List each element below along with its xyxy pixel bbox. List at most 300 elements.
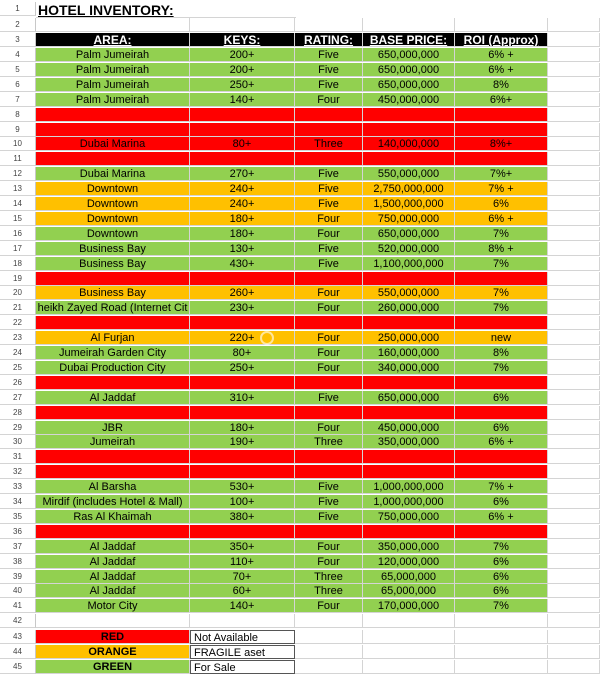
keys-cell[interactable]: 60+ [190, 584, 295, 598]
rating-cell[interactable]: Three [295, 570, 363, 584]
row-number[interactable]: 19 [0, 272, 36, 286]
rating-cell[interactable]: Five [295, 182, 363, 196]
row-number[interactable]: 39 [0, 570, 36, 584]
rating-cell[interactable]: Four [295, 301, 363, 315]
area-cell[interactable]: Al Jaddaf [36, 570, 190, 584]
header-base-price[interactable]: BASE PRICE: [363, 33, 455, 47]
price-cell[interactable] [363, 108, 455, 122]
legend-label[interactable]: ORANGE [36, 645, 190, 659]
cell[interactable] [548, 316, 600, 330]
row-number[interactable]: 45 [0, 660, 36, 674]
row-number[interactable]: 5 [0, 63, 36, 77]
price-cell[interactable]: 170,000,000 [363, 599, 455, 613]
cell[interactable] [548, 645, 600, 659]
rating-cell[interactable]: Four [295, 599, 363, 613]
roi-cell[interactable]: 7% + [455, 182, 548, 196]
row-number[interactable]: 18 [0, 257, 36, 271]
roi-cell[interactable]: 7% [455, 286, 548, 300]
price-cell[interactable]: 160,000,000 [363, 346, 455, 360]
price-cell[interactable]: 140,000,000 [363, 137, 455, 151]
price-cell[interactable]: 750,000,000 [363, 212, 455, 226]
price-cell[interactable]: 750,000,000 [363, 510, 455, 524]
cell[interactable] [455, 18, 548, 32]
cell[interactable] [548, 227, 600, 241]
cell[interactable] [548, 93, 600, 107]
price-cell[interactable]: 650,000,000 [363, 63, 455, 77]
roi-cell[interactable]: 6% [455, 391, 548, 405]
roi-cell[interactable]: 6% + [455, 435, 548, 449]
cell[interactable] [548, 599, 600, 613]
price-cell[interactable]: 260,000,000 [363, 301, 455, 315]
rating-cell[interactable]: Four [295, 286, 363, 300]
cell[interactable] [548, 450, 600, 464]
keys-cell[interactable]: 230+ [190, 301, 295, 315]
roi-cell[interactable]: 6% [455, 584, 548, 598]
cell[interactable] [363, 660, 455, 674]
header-roi[interactable]: ROI (Approx) [455, 33, 548, 47]
area-cell[interactable]: Al Jaddaf [36, 555, 190, 569]
keys-cell[interactable]: 100+ [190, 495, 295, 509]
roi-cell[interactable] [455, 376, 548, 390]
roi-cell[interactable]: 6% [455, 570, 548, 584]
rating-cell[interactable] [295, 123, 363, 137]
price-cell[interactable]: 550,000,000 [363, 286, 455, 300]
cell[interactable] [548, 301, 600, 315]
cell[interactable] [548, 272, 600, 286]
cell[interactable] [548, 614, 600, 628]
area-cell[interactable] [36, 406, 190, 420]
price-cell[interactable] [363, 316, 455, 330]
row-number[interactable]: 6 [0, 78, 36, 92]
cell[interactable] [548, 391, 600, 405]
roi-cell[interactable]: 7% [455, 301, 548, 315]
rating-cell[interactable]: Four [295, 212, 363, 226]
rating-cell[interactable] [295, 406, 363, 420]
roi-cell[interactable]: 6%+ [455, 93, 548, 107]
cell[interactable] [548, 18, 600, 32]
rating-cell[interactable]: Three [295, 584, 363, 598]
row-number[interactable]: 33 [0, 480, 36, 494]
rating-cell[interactable]: Five [295, 48, 363, 62]
rating-cell[interactable] [295, 465, 363, 479]
price-cell[interactable]: 450,000,000 [363, 93, 455, 107]
row-number[interactable]: 16 [0, 227, 36, 241]
cell[interactable] [548, 123, 600, 137]
area-cell[interactable]: Downtown [36, 227, 190, 241]
cell[interactable] [548, 33, 600, 47]
row-number[interactable]: 3 [0, 33, 36, 47]
cell[interactable] [548, 376, 600, 390]
price-cell[interactable]: 350,000,000 [363, 540, 455, 554]
area-cell[interactable]: Dubai Marina [36, 137, 190, 151]
cell[interactable] [548, 584, 600, 598]
cell[interactable] [190, 614, 295, 628]
area-cell[interactable]: Dubai Marina [36, 167, 190, 181]
area-cell[interactable]: Downtown [36, 197, 190, 211]
cell[interactable] [295, 630, 363, 644]
keys-cell[interactable]: 80+ [190, 346, 295, 360]
price-cell[interactable] [363, 465, 455, 479]
keys-cell[interactable] [190, 376, 295, 390]
price-cell[interactable]: 1,000,000,000 [363, 480, 455, 494]
rating-cell[interactable]: Five [295, 63, 363, 77]
cell[interactable] [363, 18, 455, 32]
row-number[interactable]: 7 [0, 93, 36, 107]
rating-cell[interactable] [295, 525, 363, 539]
rating-cell[interactable]: Four [295, 331, 363, 345]
cell[interactable] [363, 614, 455, 628]
cell[interactable] [455, 614, 548, 628]
price-cell[interactable]: 65,000,000 [363, 584, 455, 598]
roi-cell[interactable] [455, 272, 548, 286]
price-cell[interactable] [363, 525, 455, 539]
keys-cell[interactable]: 260+ [190, 286, 295, 300]
keys-cell[interactable]: 350+ [190, 540, 295, 554]
cell[interactable] [295, 18, 363, 32]
roi-cell[interactable]: 6% + [455, 510, 548, 524]
price-cell[interactable]: 650,000,000 [363, 78, 455, 92]
cell[interactable] [295, 614, 363, 628]
roi-cell[interactable] [455, 152, 548, 166]
row-number[interactable]: 14 [0, 197, 36, 211]
keys-cell[interactable]: 180+ [190, 227, 295, 241]
roi-cell[interactable]: 8% + [455, 242, 548, 256]
row-number[interactable]: 22 [0, 316, 36, 330]
cell[interactable] [548, 331, 600, 345]
header-area[interactable]: AREA: [36, 33, 190, 47]
rating-cell[interactable] [295, 376, 363, 390]
sheet-title[interactable]: HOTEL INVENTORY: [36, 2, 296, 18]
rating-cell[interactable]: Four [295, 93, 363, 107]
roi-cell[interactable]: 8% [455, 78, 548, 92]
keys-cell[interactable] [190, 465, 295, 479]
price-cell[interactable]: 1,000,000,000 [363, 495, 455, 509]
rating-cell[interactable]: Four [295, 227, 363, 241]
keys-cell[interactable]: 190+ [190, 435, 295, 449]
area-cell[interactable]: Al Jaddaf [36, 584, 190, 598]
row-number[interactable]: 28 [0, 406, 36, 420]
cell[interactable] [548, 361, 600, 375]
keys-cell[interactable] [190, 272, 295, 286]
area-cell[interactable]: Business Bay [36, 257, 190, 271]
area-cell[interactable]: heikh Zayed Road (Internet Cit [36, 301, 190, 315]
rating-cell[interactable]: Five [295, 510, 363, 524]
rating-cell[interactable]: Four [295, 555, 363, 569]
keys-cell[interactable] [190, 406, 295, 420]
cell[interactable] [295, 660, 363, 674]
area-cell[interactable]: Palm Jumeirah [36, 63, 190, 77]
cell[interactable] [548, 510, 600, 524]
cell[interactable] [548, 630, 600, 644]
cell[interactable] [455, 645, 548, 659]
price-cell[interactable]: 650,000,000 [363, 227, 455, 241]
roi-cell[interactable]: 7% [455, 257, 548, 271]
roi-cell[interactable]: 7% [455, 599, 548, 613]
keys-cell[interactable]: 380+ [190, 510, 295, 524]
area-cell[interactable]: Jumeirah [36, 435, 190, 449]
row-number[interactable]: 27 [0, 391, 36, 405]
row-number[interactable]: 31 [0, 450, 36, 464]
keys-cell[interactable]: 200+ [190, 63, 295, 77]
row-number[interactable]: 15 [0, 212, 36, 226]
cell[interactable] [548, 570, 600, 584]
cell[interactable] [363, 645, 455, 659]
roi-cell[interactable]: 6% [455, 421, 548, 435]
price-cell[interactable]: 2,750,000,000 [363, 182, 455, 196]
roi-cell[interactable]: 7% + [455, 480, 548, 494]
area-cell[interactable]: Mirdif (includes Hotel & Mall) [36, 495, 190, 509]
rating-cell[interactable]: Three [295, 137, 363, 151]
row-number[interactable]: 1 [0, 2, 36, 16]
price-cell[interactable]: 350,000,000 [363, 435, 455, 449]
row-number[interactable]: 32 [0, 465, 36, 479]
row-number[interactable]: 23 [0, 331, 36, 345]
rating-cell[interactable]: Five [295, 495, 363, 509]
row-number[interactable]: 20 [0, 286, 36, 300]
price-cell[interactable]: 650,000,000 [363, 391, 455, 405]
area-cell[interactable] [36, 450, 190, 464]
row-number[interactable]: 2 [0, 18, 36, 32]
keys-cell[interactable] [190, 108, 295, 122]
rating-cell[interactable]: Four [295, 421, 363, 435]
price-cell[interactable]: 650,000,000 [363, 48, 455, 62]
keys-cell[interactable] [190, 525, 295, 539]
area-cell[interactable]: Jumeirah Garden City [36, 346, 190, 360]
row-number[interactable]: 35 [0, 510, 36, 524]
row-number[interactable]: 10 [0, 137, 36, 151]
area-cell[interactable]: Al Jaddaf [36, 540, 190, 554]
keys-cell[interactable]: 270+ [190, 167, 295, 181]
row-number[interactable]: 40 [0, 584, 36, 598]
price-cell[interactable]: 450,000,000 [363, 421, 455, 435]
row-number[interactable]: 25 [0, 361, 36, 375]
keys-cell[interactable]: 530+ [190, 480, 295, 494]
row-number[interactable]: 37 [0, 540, 36, 554]
keys-cell[interactable]: 140+ [190, 599, 295, 613]
area-cell[interactable]: Palm Jumeirah [36, 48, 190, 62]
roi-cell[interactable]: 6% + [455, 48, 548, 62]
area-cell[interactable] [36, 123, 190, 137]
cell[interactable] [190, 18, 295, 32]
area-cell[interactable]: Palm Jumeirah [36, 78, 190, 92]
roi-cell[interactable]: 8%+ [455, 137, 548, 151]
roi-cell[interactable]: 7%+ [455, 167, 548, 181]
cell[interactable] [548, 525, 600, 539]
row-number[interactable]: 8 [0, 108, 36, 122]
area-cell[interactable] [36, 152, 190, 166]
rating-cell[interactable]: Five [295, 197, 363, 211]
row-number[interactable]: 17 [0, 242, 36, 256]
cell[interactable] [548, 480, 600, 494]
row-number[interactable]: 21 [0, 301, 36, 315]
cell[interactable] [548, 660, 600, 674]
cell[interactable] [548, 63, 600, 77]
keys-cell[interactable]: 80+ [190, 137, 295, 151]
cell[interactable] [548, 167, 600, 181]
cell[interactable] [455, 660, 548, 674]
row-number[interactable]: 26 [0, 376, 36, 390]
cell[interactable] [36, 18, 190, 32]
cell[interactable] [548, 108, 600, 122]
cell[interactable] [548, 286, 600, 300]
roi-cell[interactable] [455, 316, 548, 330]
rating-cell[interactable]: Four [295, 540, 363, 554]
cell[interactable] [548, 406, 600, 420]
rating-cell[interactable]: Four [295, 361, 363, 375]
cell[interactable] [548, 421, 600, 435]
cell[interactable] [548, 346, 600, 360]
keys-cell[interactable]: 250+ [190, 78, 295, 92]
area-cell[interactable]: Al Jaddaf [36, 391, 190, 405]
roi-cell[interactable] [455, 465, 548, 479]
rating-cell[interactable] [295, 108, 363, 122]
roi-cell[interactable]: 6% + [455, 212, 548, 226]
roi-cell[interactable]: 6% + [455, 63, 548, 77]
row-number[interactable]: 29 [0, 421, 36, 435]
row-number[interactable]: 34 [0, 495, 36, 509]
price-cell[interactable]: 250,000,000 [363, 331, 455, 345]
legend-label[interactable]: RED [36, 630, 190, 644]
keys-cell[interactable]: 430+ [190, 257, 295, 271]
cell[interactable] [548, 78, 600, 92]
rating-cell[interactable]: Five [295, 257, 363, 271]
price-cell[interactable]: 550,000,000 [363, 167, 455, 181]
row-number[interactable]: 42 [0, 614, 36, 628]
keys-cell[interactable]: 70+ [190, 570, 295, 584]
keys-cell[interactable]: 110+ [190, 555, 295, 569]
cell[interactable] [548, 540, 600, 554]
cell[interactable] [548, 435, 600, 449]
cell[interactable] [295, 645, 363, 659]
roi-cell[interactable] [455, 525, 548, 539]
area-cell[interactable] [36, 465, 190, 479]
roi-cell[interactable]: 6% [455, 197, 548, 211]
row-number[interactable]: 43 [0, 630, 36, 644]
area-cell[interactable]: Downtown [36, 212, 190, 226]
keys-cell[interactable] [190, 450, 295, 464]
roi-cell[interactable]: new [455, 331, 548, 345]
row-number[interactable]: 30 [0, 435, 36, 449]
cell[interactable] [548, 182, 600, 196]
roi-cell[interactable] [455, 108, 548, 122]
area-cell[interactable]: Business Bay [36, 242, 190, 256]
roi-cell[interactable] [455, 123, 548, 137]
area-cell[interactable] [36, 272, 190, 286]
legend-description[interactable]: For Sale [190, 660, 295, 674]
area-cell[interactable]: Downtown [36, 182, 190, 196]
legend-label[interactable]: GREEN [36, 660, 190, 674]
row-number[interactable]: 11 [0, 152, 36, 166]
roi-cell[interactable] [455, 450, 548, 464]
keys-cell[interactable] [190, 123, 295, 137]
area-cell[interactable]: Dubai Production City [36, 361, 190, 375]
area-cell[interactable]: Business Bay [36, 286, 190, 300]
price-cell[interactable]: 340,000,000 [363, 361, 455, 375]
cell[interactable] [548, 212, 600, 226]
keys-cell[interactable]: 310+ [190, 391, 295, 405]
legend-description[interactable]: FRAGILE aset [190, 645, 295, 659]
roi-cell[interactable]: 7% [455, 361, 548, 375]
area-cell[interactable] [36, 376, 190, 390]
price-cell[interactable]: 520,000,000 [363, 242, 455, 256]
roi-cell[interactable] [455, 406, 548, 420]
area-cell[interactable] [36, 525, 190, 539]
rating-cell[interactable] [295, 316, 363, 330]
cell[interactable] [548, 137, 600, 151]
header-keys[interactable]: KEYS: [190, 33, 295, 47]
area-cell[interactable]: Ras Al Khaimah [36, 510, 190, 524]
price-cell[interactable]: 1,500,000,000 [363, 197, 455, 211]
keys-cell[interactable]: 200+ [190, 48, 295, 62]
area-cell[interactable]: Palm Jumeirah [36, 93, 190, 107]
keys-cell[interactable]: 240+ [190, 182, 295, 196]
keys-cell[interactable]: 240+ [190, 197, 295, 211]
cell[interactable] [548, 152, 600, 166]
area-cell[interactable]: JBR [36, 421, 190, 435]
price-cell[interactable] [363, 272, 455, 286]
area-cell[interactable]: Al Furjan [36, 331, 190, 345]
area-cell[interactable] [36, 108, 190, 122]
cell[interactable] [548, 555, 600, 569]
price-cell[interactable]: 1,100,000,000 [363, 257, 455, 271]
cell[interactable] [363, 630, 455, 644]
rating-cell[interactable]: Five [295, 78, 363, 92]
keys-cell[interactable] [190, 316, 295, 330]
cell[interactable] [548, 242, 600, 256]
legend-description[interactable]: Not Available [190, 630, 295, 644]
keys-cell[interactable] [190, 152, 295, 166]
rating-cell[interactable]: Five [295, 167, 363, 181]
row-number[interactable]: 9 [0, 123, 36, 137]
price-cell[interactable]: 65,000,000 [363, 570, 455, 584]
row-number[interactable]: 24 [0, 346, 36, 360]
rating-cell[interactable]: Five [295, 480, 363, 494]
row-number[interactable]: 38 [0, 555, 36, 569]
keys-cell[interactable]: 180+ [190, 421, 295, 435]
area-cell[interactable]: Al Barsha [36, 480, 190, 494]
rating-cell[interactable] [295, 450, 363, 464]
header-rating[interactable]: RATING: [295, 33, 363, 47]
rating-cell[interactable]: Three [295, 435, 363, 449]
cell[interactable] [455, 630, 548, 644]
price-cell[interactable] [363, 152, 455, 166]
area-cell[interactable]: Motor City [36, 599, 190, 613]
row-number[interactable]: 12 [0, 167, 36, 181]
row-number[interactable]: 44 [0, 645, 36, 659]
keys-cell[interactable]: 220+ [190, 331, 295, 345]
keys-cell[interactable]: 180+ [190, 212, 295, 226]
rating-cell[interactable] [295, 152, 363, 166]
rating-cell[interactable]: Five [295, 391, 363, 405]
rating-cell[interactable]: Four [295, 346, 363, 360]
cell[interactable] [548, 465, 600, 479]
keys-cell[interactable]: 140+ [190, 93, 295, 107]
cell[interactable] [548, 48, 600, 62]
price-cell[interactable] [363, 123, 455, 137]
row-number[interactable]: 4 [0, 48, 36, 62]
rating-cell[interactable]: Five [295, 242, 363, 256]
area-cell[interactable] [36, 316, 190, 330]
rating-cell[interactable] [295, 272, 363, 286]
roi-cell[interactable]: 8% [455, 346, 548, 360]
roi-cell[interactable]: 7% [455, 540, 548, 554]
price-cell[interactable] [363, 376, 455, 390]
price-cell[interactable]: 120,000,000 [363, 555, 455, 569]
cell[interactable] [36, 614, 190, 628]
cell[interactable] [548, 495, 600, 509]
roi-cell[interactable]: 6% [455, 555, 548, 569]
cell[interactable] [548, 197, 600, 211]
